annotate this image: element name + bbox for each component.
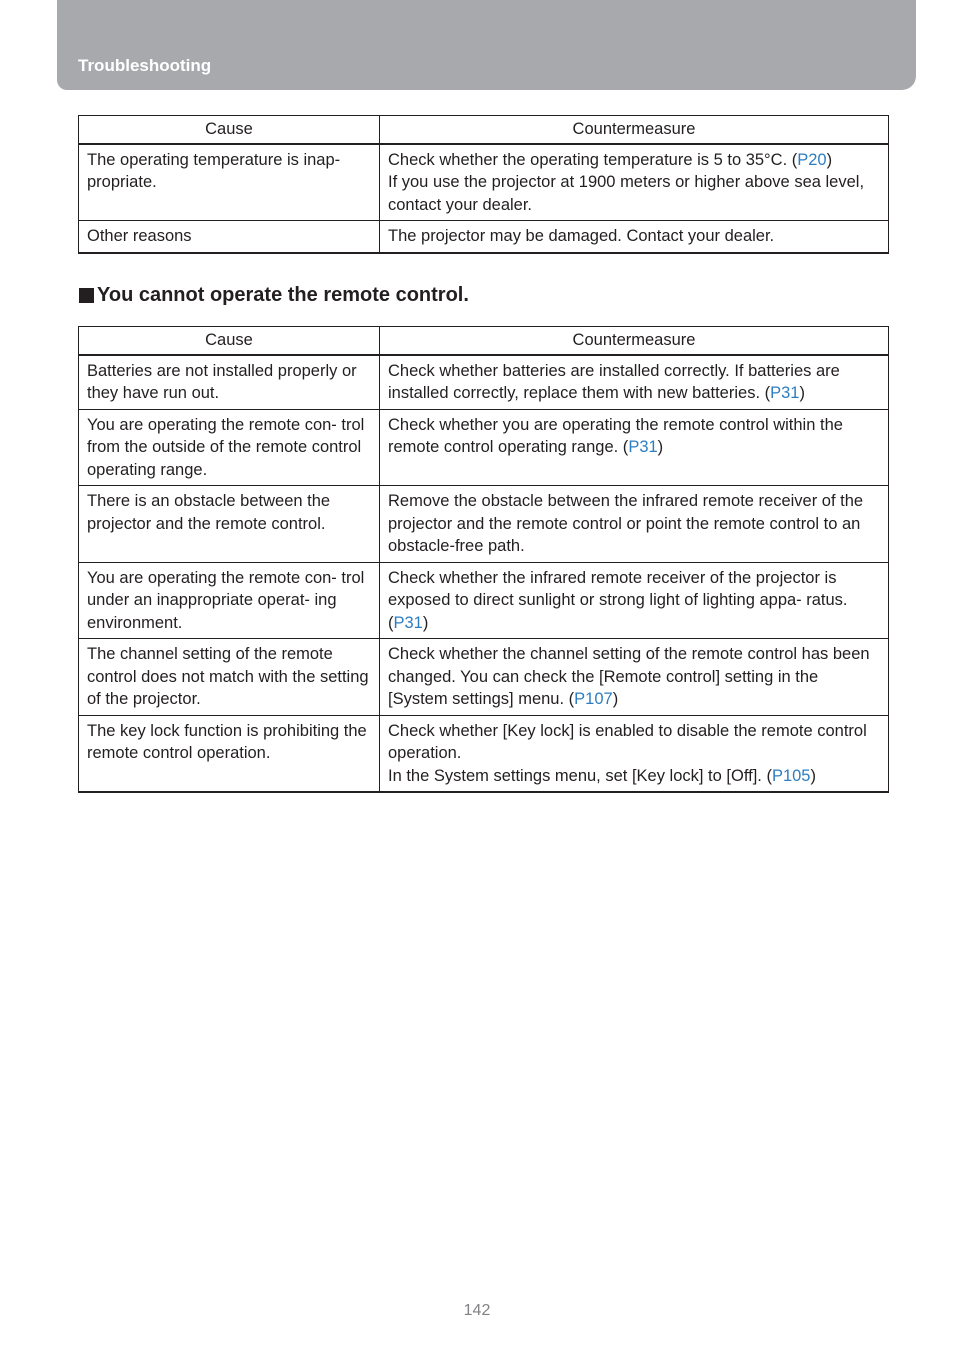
cause-column-header: Cause — [79, 327, 380, 355]
cause-cell: The operating temperature is inap- propriate. — [79, 144, 380, 221]
table-header-row — [79, 327, 889, 355]
countermeasure-cell: Check whether the operating temperature is 5 to 35°C. (P20) If you use the projector at 1900 meters or higher above sea level, contact your dealer. — [380, 144, 889, 221]
table-row — [79, 715, 889, 792]
page-ref-link[interactable]: P105 — [771, 766, 811, 785]
cause-cell: Batteries are not installed properly or they have run out. — [79, 355, 380, 410]
countermeasure-cell: Check whether [Key lock] is enabled to disable the remote control operation. In the System settings menu, set [Key lock] to [Off]. (P105) — [380, 715, 889, 792]
page-ref-link[interactable]: P31 — [770, 384, 800, 402]
table-row — [79, 144, 889, 221]
table-row — [79, 562, 889, 639]
cause-cell: There is an obstacle between the projector and the remote control. — [79, 486, 380, 563]
countermeasure-column-header: Countermeasure — [380, 327, 889, 355]
troubleshooting-table-temperature — [78, 115, 889, 254]
cause-cell: Other reasons — [79, 221, 380, 253]
countermeasure-cell: The projector may be damaged. Contact your dealer. — [380, 221, 889, 253]
table-row — [79, 409, 889, 486]
page-ref-link[interactable]: P31 — [628, 438, 658, 456]
countermeasure-cell: Check whether the channel setting of the remote control has been changed. You can check the [Remote control] setting in the [System settings] menu. (P107) — [380, 639, 889, 716]
table-row — [79, 355, 889, 410]
cause-cell: The key lock function is prohibiting the remote control operation. — [79, 715, 380, 792]
countermeasure-cell: Remove the obstacle between the infrared remote receiver of the projector and the remote control or point the remote control to an obstacle-free path. — [380, 486, 889, 563]
header-bar — [57, 0, 916, 90]
cause-column-header: Cause — [79, 116, 380, 144]
cause-cell: You are operating the remote con- trol under an inappropriate operat- ing environment. — [79, 562, 380, 639]
countermeasure-cell: Check whether the infrared remote receiver of the projector is exposed to direct sunlight or strong light of lighting appa- ratus. (P31) — [380, 562, 889, 639]
troubleshooting-table-remote-control — [78, 326, 889, 793]
cause-cell: The channel setting of the remote control does not match with the setting of the projector. — [79, 639, 380, 716]
table-row — [79, 639, 889, 716]
cause-cell: You are operating the remote con- trol from the outside of the remote control operating range. — [79, 409, 380, 486]
table-row — [79, 486, 889, 563]
page-ref-link[interactable]: P107 — [574, 690, 613, 708]
section-heading-text: You cannot operate the remote control. — [97, 284, 469, 306]
page-ref-link[interactable]: P20 — [797, 150, 827, 169]
section-title: Troubleshooting — [78, 56, 212, 75]
table-header-row — [79, 116, 889, 144]
page-ref-link[interactable]: P31 — [393, 613, 423, 632]
page-number: 142 — [463, 1302, 491, 1319]
countermeasure-cell: Check whether batteries are installed correctly. If batteries are installed correctly, replace them with new batteries. (P31) — [380, 355, 889, 410]
square-bullet-icon — [79, 288, 94, 303]
table-row — [79, 221, 889, 253]
section-heading — [79, 284, 469, 307]
countermeasure-cell: Check whether you are operating the remote control within the remote control operating range. (P31) — [380, 409, 889, 486]
countermeasure-column-header: Countermeasure — [380, 116, 889, 144]
